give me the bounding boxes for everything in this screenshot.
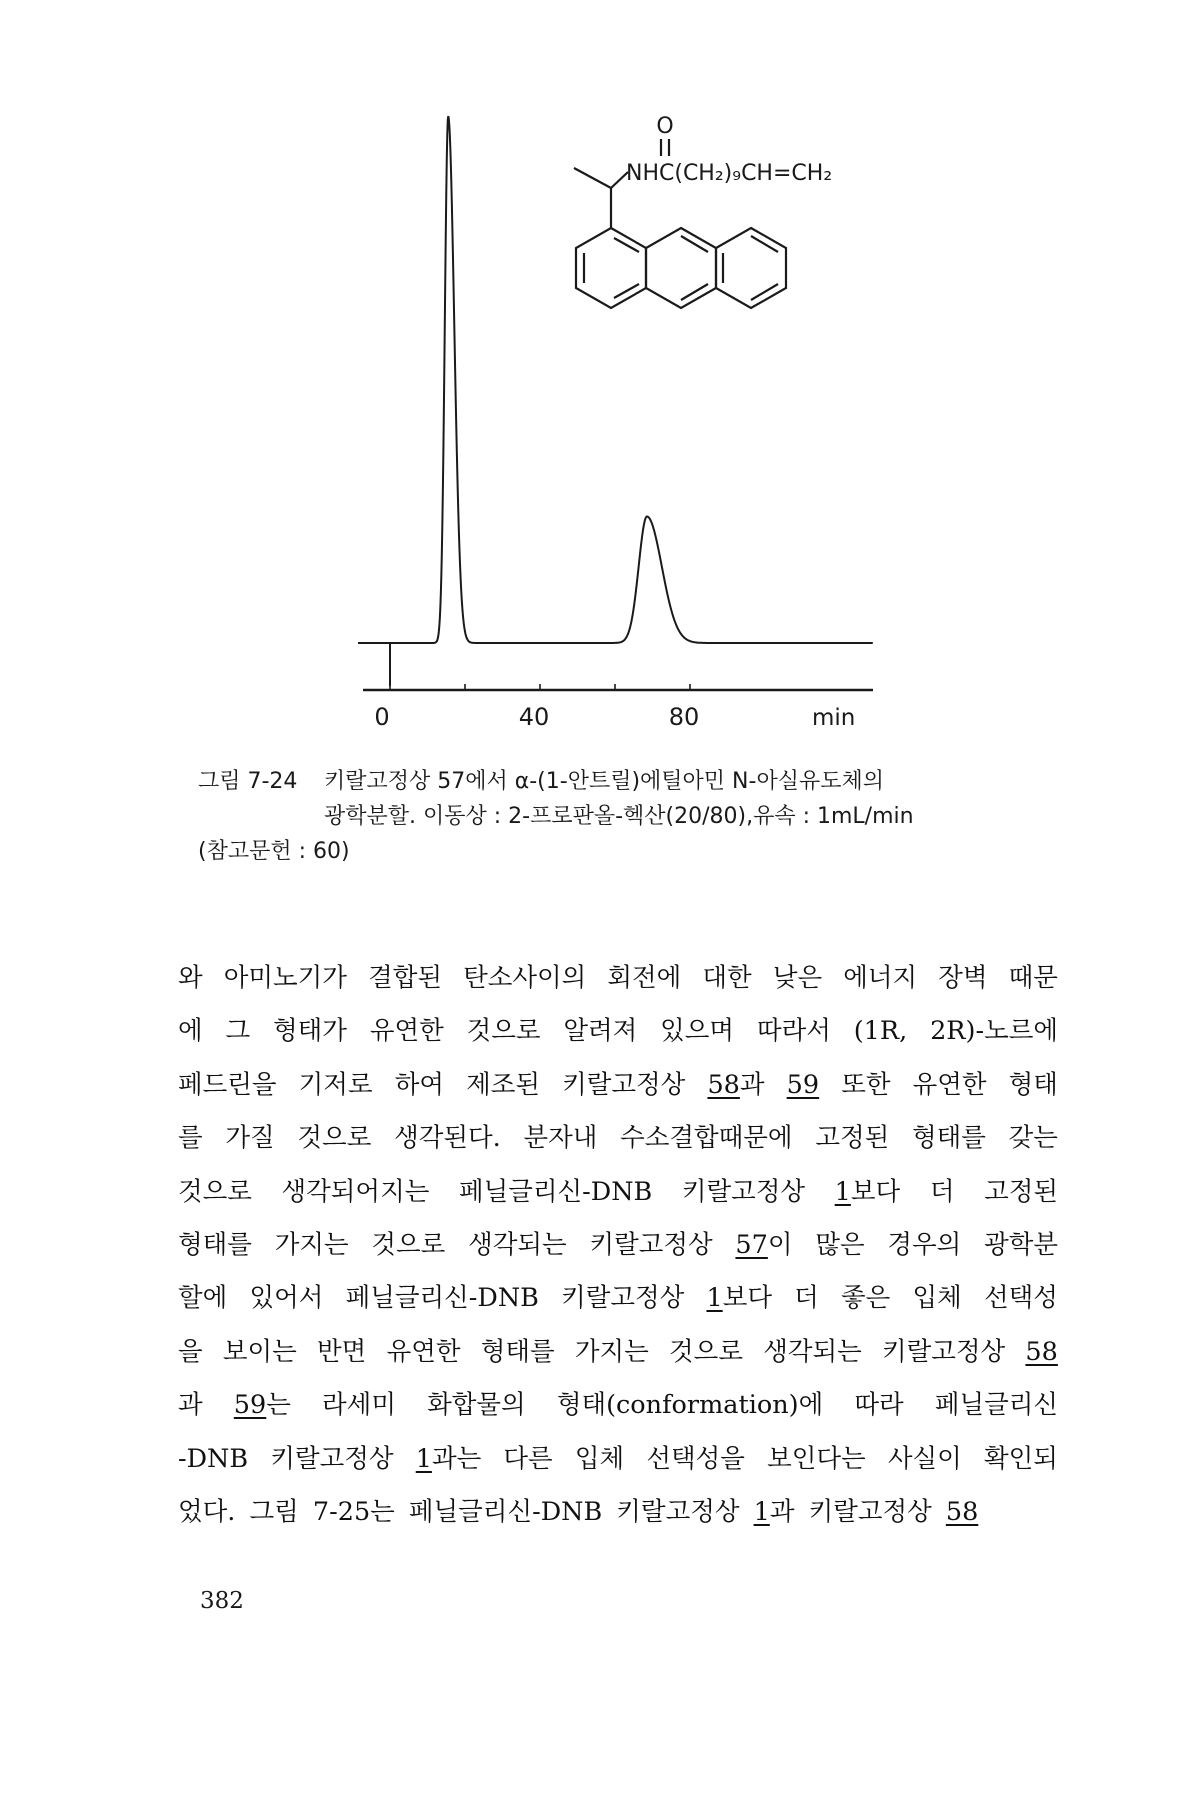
- stationary-phase-number: 1: [753, 1497, 770, 1528]
- body-word: 키랄고정상: [808, 1497, 932, 1528]
- body-word: 있으며: [660, 1016, 735, 1047]
- body-word: 따라: [854, 1390, 904, 1421]
- stationary-phase-number: 59: [786, 1069, 820, 1100]
- body-word: 사실이: [887, 1443, 962, 1474]
- body-word: 그: [225, 1016, 251, 1047]
- stationary-phase-number: 1: [706, 1283, 723, 1314]
- body-word: 확인되: [984, 1443, 1058, 1474]
- body-word: 1보다: [834, 1176, 901, 1207]
- body-word: 대한: [702, 963, 752, 993]
- body-line: [178, 1379, 1058, 1432]
- body-line: [178, 1005, 1058, 1058]
- body-line: [178, 1326, 1058, 1379]
- body-word: 것으로: [371, 1230, 446, 1261]
- body-word: 키랄고정상: [589, 1230, 713, 1261]
- body-line: [178, 1433, 1058, 1486]
- body-line: [178, 952, 1058, 1005]
- chromatogram-figure: [0, 0, 1200, 760]
- body-word: 페닐글리신-DNB: [345, 1283, 539, 1314]
- body-word: -DNB: [178, 1443, 249, 1474]
- body-word: 형태를: [911, 1123, 986, 1154]
- methyl-bond: [574, 168, 611, 188]
- body-word: 와: [178, 963, 203, 993]
- anthracene-ring-right: [716, 228, 786, 308]
- time-unit-label: min: [812, 705, 856, 731]
- body-word: 것으로: [297, 1123, 372, 1154]
- caption-line-2: 광학분할. 이동상 : 2-프로판올-헥산(20/80),유속 : 1mL/min: [324, 804, 914, 829]
- body-word: 페닐글리신-DNB: [408, 1497, 603, 1528]
- body-word: 형태: [1008, 1069, 1058, 1100]
- body-word: 따라서: [756, 1016, 831, 1047]
- body-word: 생각된다.: [394, 1123, 501, 1154]
- body-word: 형태가: [273, 1016, 347, 1047]
- caption-reference: (참고문헌 : 60): [198, 839, 350, 864]
- body-word: 때문: [1008, 963, 1058, 993]
- body-word: 키랄고정상: [562, 1069, 686, 1100]
- body-line: [178, 1059, 1058, 1112]
- body-word: 알려져: [563, 1016, 638, 1047]
- body-word: 것으로: [178, 1176, 252, 1207]
- body-word: (1R,: [853, 1016, 908, 1047]
- body-word: [787, 1059, 819, 1112]
- body-line: [178, 1272, 1058, 1325]
- figure-number: 그림 7-24: [198, 769, 298, 794]
- body-word: 키랄고정상: [616, 1497, 740, 1528]
- body-word: 유연한: [369, 1016, 444, 1047]
- oxygen-label: O: [656, 114, 674, 139]
- body-word: 페닐글리신-DNB: [458, 1176, 653, 1207]
- stationary-phase-number: 58: [1025, 1336, 1058, 1367]
- body-word: 하여: [394, 1069, 444, 1100]
- body-word: 를: [178, 1123, 203, 1154]
- body-word: 화합물의: [427, 1390, 526, 1421]
- body-word: 장벽: [938, 963, 988, 993]
- body-word: 1과는: [415, 1443, 482, 1474]
- body-word: 고정된: [815, 1123, 890, 1154]
- body-word: [1025, 1326, 1057, 1379]
- amide-chain-label: NHC(CH₂)₉CH=CH₂: [626, 161, 833, 186]
- body-word: 보이는: [222, 1336, 297, 1367]
- body-word: 더: [794, 1283, 819, 1314]
- stationary-phase-number: 1: [415, 1443, 432, 1474]
- time-axis-tick-label: 40: [518, 703, 550, 731]
- body-word: 기저로: [298, 1069, 373, 1100]
- body-word: 많은: [815, 1230, 865, 1261]
- body-word: 것으로: [669, 1336, 743, 1367]
- body-word: 유연한: [386, 1336, 461, 1367]
- body-word: 제조된: [466, 1069, 541, 1100]
- body-word: 었다.: [178, 1497, 236, 1528]
- body-word: 2R)-노르에: [930, 1016, 1058, 1047]
- body-word: 탄소사이의: [463, 963, 587, 993]
- page-number: 382: [200, 1588, 244, 1614]
- body-word: 더: [929, 1176, 955, 1207]
- body-word: 낮은: [772, 963, 823, 993]
- body-word: 다른: [503, 1443, 553, 1474]
- body-word: 1과: [753, 1497, 795, 1528]
- body-word: 59는: [233, 1390, 291, 1421]
- body-word: 결합된: [368, 963, 442, 993]
- anthracene-ring-middle: [646, 228, 716, 308]
- body-word: 키랄고정상: [882, 1336, 1006, 1367]
- body-word: 있어서: [249, 1283, 324, 1314]
- body-line: [178, 1219, 1058, 1272]
- body-word: 수소결합때문에: [620, 1123, 793, 1154]
- body-paragraph: [178, 952, 1058, 1539]
- stationary-phase-number: 57: [735, 1230, 768, 1261]
- body-word: 광학분: [984, 1230, 1058, 1261]
- body-word: 에너지: [843, 963, 918, 993]
- body-word: 갖는: [1008, 1123, 1058, 1154]
- body-word: 라세미: [322, 1390, 396, 1421]
- stationary-phase-number: 1: [834, 1176, 851, 1207]
- body-word: 생각되는: [763, 1336, 862, 1367]
- body-word: 58과: [707, 1069, 765, 1100]
- body-word: 분자내: [523, 1123, 598, 1154]
- body-word: 가질: [225, 1123, 275, 1154]
- body-line: [178, 1486, 1058, 1539]
- body-word: 입체: [574, 1443, 625, 1474]
- body-word: 것으로: [466, 1016, 541, 1047]
- body-word: 1보다: [706, 1283, 772, 1314]
- body-word: 유연한: [912, 1069, 987, 1100]
- body-word: 그림: [249, 1497, 299, 1528]
- body-word: 반면: [317, 1336, 367, 1367]
- body-word: 선택성을: [646, 1443, 745, 1474]
- body-word: 57이: [735, 1230, 793, 1261]
- body-word: 가지는: [274, 1230, 349, 1261]
- body-word: 형태를: [178, 1230, 252, 1261]
- body-word: 생각되어지는: [281, 1176, 430, 1207]
- body-word: 과: [178, 1390, 203, 1421]
- time-axis-tick-label: 80: [668, 703, 700, 731]
- caption-line-1: 키랄고정상 57에서 α-(1-안트릴)에틸아민 N-아실유도체의: [324, 769, 884, 794]
- body-word: 선택성: [983, 1283, 1058, 1314]
- body-word: 또한: [841, 1069, 891, 1100]
- figure-caption: [198, 764, 1058, 869]
- chemical-structure: [574, 114, 832, 308]
- body-word: 회전에: [607, 963, 682, 993]
- body-word: 을: [178, 1336, 203, 1367]
- body-word: 경우의: [887, 1230, 962, 1261]
- body-word: 7-25는: [312, 1497, 395, 1528]
- body-line: [178, 1112, 1058, 1165]
- chromatogram-trace: [379, 116, 873, 643]
- stationary-phase-number: 58: [707, 1069, 740, 1100]
- body-word: 에: [178, 1016, 203, 1047]
- body-word: 입체: [912, 1283, 962, 1314]
- body-word: 보인다는: [767, 1443, 866, 1474]
- body-line: [178, 1166, 1058, 1219]
- body-word: 아미노기가: [223, 963, 347, 993]
- anthracene-ring-left: [576, 228, 646, 308]
- body-word: 키랄고정상: [270, 1443, 394, 1474]
- body-word: 좋은: [841, 1283, 891, 1314]
- body-word: 형태를: [480, 1336, 555, 1367]
- body-word: 가지는: [574, 1336, 649, 1367]
- time-axis-tick-label: 0: [374, 703, 390, 731]
- body-word: 키랄고정상: [561, 1283, 685, 1314]
- body-word: 형태(conformation)에: [556, 1390, 824, 1421]
- body-word: 페닐글리신: [934, 1390, 1058, 1421]
- body-word: 생각되는: [468, 1230, 567, 1261]
- stationary-phase-number: 58: [945, 1497, 979, 1528]
- body-word: [946, 1486, 978, 1539]
- stationary-phase-number: 59: [233, 1390, 267, 1421]
- body-word: 고정된: [984, 1176, 1058, 1207]
- body-word: 할에: [178, 1283, 228, 1314]
- body-word: 키랄고정상: [681, 1176, 806, 1207]
- body-word: 페드린을: [178, 1069, 277, 1100]
